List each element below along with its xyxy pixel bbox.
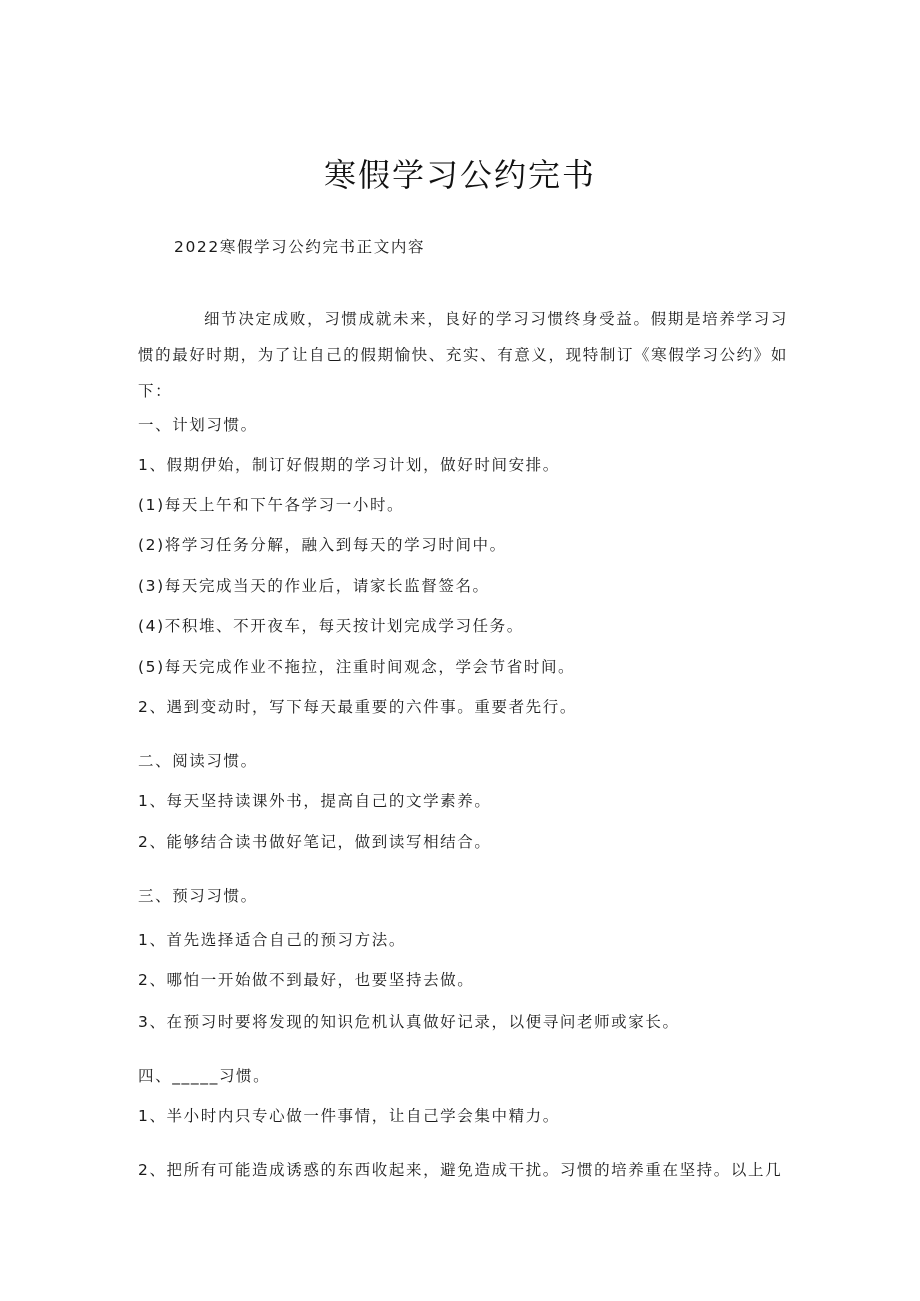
intro-paragraph: 细节决定成败，习惯成就未来，良好的学习习惯终身受益。假期是培养学习习惯的最好时期，为了让自己的假期愉快、充实、有意义，现特制订《寒假学习公约》如下： [138,310,788,400]
plan-subitem-3: (3)每天完成当天的作业后，请家长监督签名。 [138,577,490,595]
plan-subitem-5: (5)每天完成作业不拖拉，注重时间观念，学会节省时间。 [138,658,576,676]
document-title: 寒假学习公约完书 [323,156,596,194]
plan-subitem-2: (2)将学习任务分解，融入到每天的学习时间中。 [138,536,507,554]
focus-item-2: 2、把所有可能造成诱惑的东西收起来，避免造成干扰。习惯的培养重在坚持。以上几 [138,1161,783,1179]
section-heading-reading: 二、阅读习惯。 [138,752,258,770]
plan-item-2: 2、遇到变动时，写下每天最重要的六件事。重要者先行。 [138,698,577,716]
preview-item-2: 2、哪怕一开始做不到最好，也要坚持去做。 [138,971,475,989]
section-heading-focus: 四、_____习惯。 [138,1067,271,1085]
focus-item-1: 1、半小时内只专心做一件事情，让自己学会集中精力。 [138,1107,560,1125]
section-heading-preview: 三、预习习惯。 [138,887,258,905]
plan-subitem-4: (4)不积堆、不开夜车，每天按计划完成学习任务。 [138,617,524,635]
reading-item-1: 1、每天坚持读课外书，提高自己的文学素养。 [138,792,492,810]
reading-item-2: 2、能够结合读书做好笔记，做到读写相结合。 [138,833,492,851]
document-subtitle: 2022寒假学习公约完书正文内容 [174,238,426,256]
section-heading-plan: 一、计划习惯。 [138,416,258,434]
preview-item-3: 3、在预习时要将发现的知识危机认真做好记录，以便寻问老师或家长。 [138,1013,680,1031]
preview-item-1: 1、首先选择适合自己的预习方法。 [138,931,406,949]
plan-subitem-1: (1)每天上午和下午各学习一小时。 [138,496,405,514]
plan-item-1: 1、假期伊始，制订好假期的学习计划，做好时间安排。 [138,456,560,474]
